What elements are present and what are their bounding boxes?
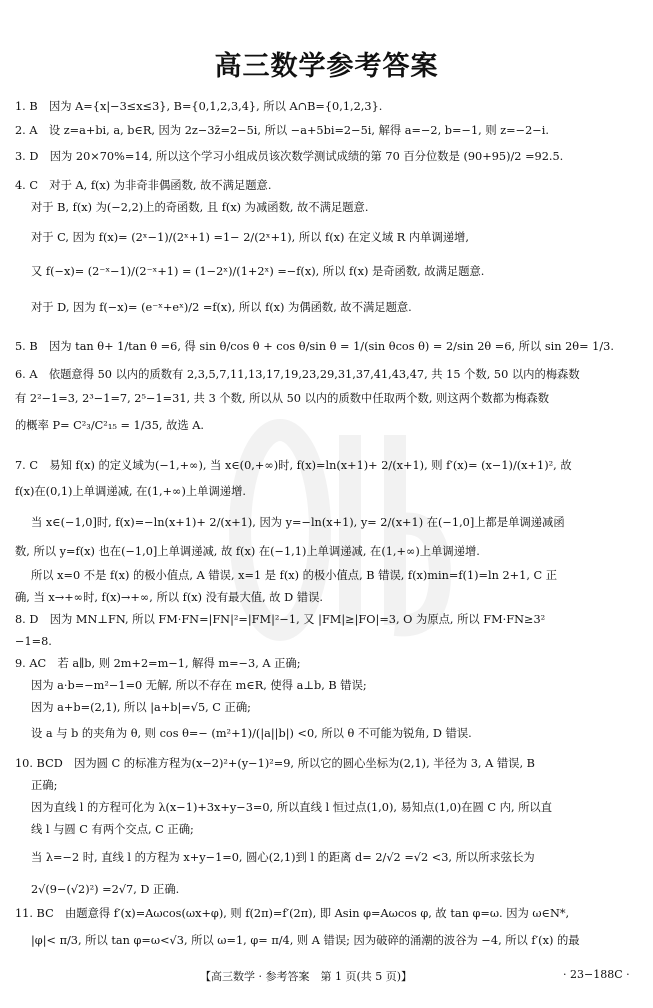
answer-line: 当 λ=−2 时, 直线 l 的方程为 x+y−1=0, 圆心(2,1)到 l 的距离 d= 2/√2 =√2 <3, 所以所求弦长为 [31, 851, 535, 864]
answer-line: 10. BCD 因为圆 C 的标准方程为(x−2)²+(y−1)²=9, 所以它的圆心坐标为(2,1), 半径为 3, A 错误, B [15, 757, 535, 770]
answer-line: 9. AC 若 a∥b, 则 2m+2=m−1, 解得 m=−3, A 正确; [15, 657, 301, 670]
answer-line: 设 a 与 b 的夹角为 θ, 则 cos θ=− (m²+1)/(|a||b|) <0, 所以 θ 不可能为锐角, D 错误. [31, 727, 472, 740]
answer-line: 4. C 对于 A, f(x) 为非奇非偶函数, 故不满足题意. [15, 179, 272, 192]
answer-line: 对于 C, 因为 f(x)= (2ˣ−1)/(2ˣ+1) =1− 2/(2ˣ+1), 所以 f(x) 在定义域 R 内单调递增, [31, 231, 469, 244]
answer-line: 对于 D, 因为 f(−x)= (e⁻ˣ+eˣ)/2 =f(x), 所以 f(x) 为偶函数, 故不满足题意. [31, 301, 412, 314]
answer-line: 数, 所以 y=f(x) 也在(−1,0]上单调递减, 故 f(x) 在(−1,1)上单调递减, 在(1,+∞)上单调递增. [15, 545, 480, 558]
answer-line: 因为 a·b=−m²−1=0 无解, 所以不存在 m∈R, 使得 a⊥b, B 错误; [31, 679, 367, 692]
answer-line: 5. B 因为 tan θ+ 1/tan θ =6, 得 sin θ/cos θ + cos θ/sin θ = 1/(sin θcos θ) = 2/sin 2θ =6, 所以 sin 2θ= 1/3. [15, 340, 614, 353]
answer-line: 线 l 与圆 C 有两个交点, C 正确; [31, 823, 194, 836]
answer-line: f(x)在(0,1)上单调递减, 在(1,+∞)上单调递增. [15, 485, 246, 498]
answer-line: 对于 B, f(x) 为(−2,2)上的奇函数, 且 f(x) 为减函数, 故不满足题意. [31, 201, 369, 214]
answer-line: 正确; [31, 779, 58, 792]
answer-line: 当 x∈(−1,0]时, f(x)=−ln(x+1)+ 2/(x+1), 因为 y=−ln(x+1), y= 2/(x+1) 在(−1,0]上都是单调递减函 [31, 516, 565, 529]
answer-line: 确, 当 x→+∞时, f(x)→+∞, 所以 f(x) 没有最大值, 故 D 错误. [15, 591, 323, 604]
page-title: 高三数学参考答案 [214, 51, 439, 82]
answer-line: 11. BC 由题意得 f′(x)=Aωcos(ωx+φ), 则 f(2π)=f′(2π), 即 Asin φ=Aωcos φ, 故 tan φ=ω. 因为 ω∈N*, [15, 907, 570, 920]
footer-page-info: 【高三数学 · 参考答案 第 1 页(共 5 页)】 [200, 970, 413, 983]
answer-line: 7. C 易知 f(x) 的定义域为(−1,+∞), 当 x∈(0,+∞)时, f(x)=ln(x+1)+ 2/(x+1), 则 f′(x)= (x−1)/(x+1)², 故 [15, 459, 572, 472]
answer-line: 2√(9−(√2)²) =2√7, D 正确. [31, 883, 180, 896]
answer-line: 的概率 P= C²₃/C²₁₅ = 1/35, 故选 A. [15, 419, 205, 432]
answer-line: −1=8. [15, 635, 52, 648]
answer-line: 1. B 因为 A={x|−3≤x≤3}, B={0,1,2,3,4}, 所以 A∩B={0,1,2,3}. [15, 100, 383, 113]
answer-line: 8. D 因为 MN⊥FN, 所以 FM·FN=|FN|²=|FM|²−1, 又 |FM|≥|FO|=3, O 为原点, 所以 FM·FN≥3² [15, 613, 546, 626]
answer-line: 所以 x=0 不是 f(x) 的极小值点, A 错误, x=1 是 f(x) 的极小值点, B 错误, f(x)min=f(1)=ln 2+1, C 正 [31, 569, 558, 582]
answer-line: 3. D 因为 20×70%=14, 所以这个学习小组成员该次数学测试成绩的第 70 百分位数是 (90+95)/2 =92.5. [15, 150, 564, 163]
answer-line: 2. A 设 z=a+bi, a, b∈R, 因为 2z−3z̄=2−5i, 所以 −a+5bi=2−5i, 解得 a=−2, b=−1, 则 z=−2−i. [15, 124, 549, 137]
answer-line: 又 f(−x)= (2⁻ˣ−1)/(2⁻ˣ+1) = (1−2ˣ)/(1+2ˣ) =−f(x), 所以 f(x) 是奇函数, 故满足题意. [31, 265, 485, 278]
answer-line: 有 2²−1=3, 2³−1=7, 2⁵−1=31, 共 3 个数, 所以从 50 以内的质数中任取两个数, 则这两个数都为梅森数 [15, 392, 549, 405]
answer-line: |φ|< π/3, 所以 tan φ=ω<√3, 所以 ω=1, φ= π/4, 则 A 错误; 因为破碎的涌潮的波谷为 −4, 所以 f′(x) 的最 [31, 934, 580, 947]
answer-line: 因为直线 l 的方程可化为 λ(x−1)+3x+y−3=0, 所以直线 l 恒过点(1,0), 易知点(1,0)在圆 C 内, 所以直 [31, 801, 553, 814]
footer-code: · 23−188C · [563, 968, 630, 981]
answer-line: 因为 a+b=(2,1), 所以 |a+b|=√5, C 正确; [31, 701, 251, 714]
answer-line: 6. A 依题意得 50 以内的质数有 2,3,5,7,11,13,17,19,23,29,31,37,41,43,47, 共 15 个数, 50 以内的梅森数 [15, 368, 580, 381]
